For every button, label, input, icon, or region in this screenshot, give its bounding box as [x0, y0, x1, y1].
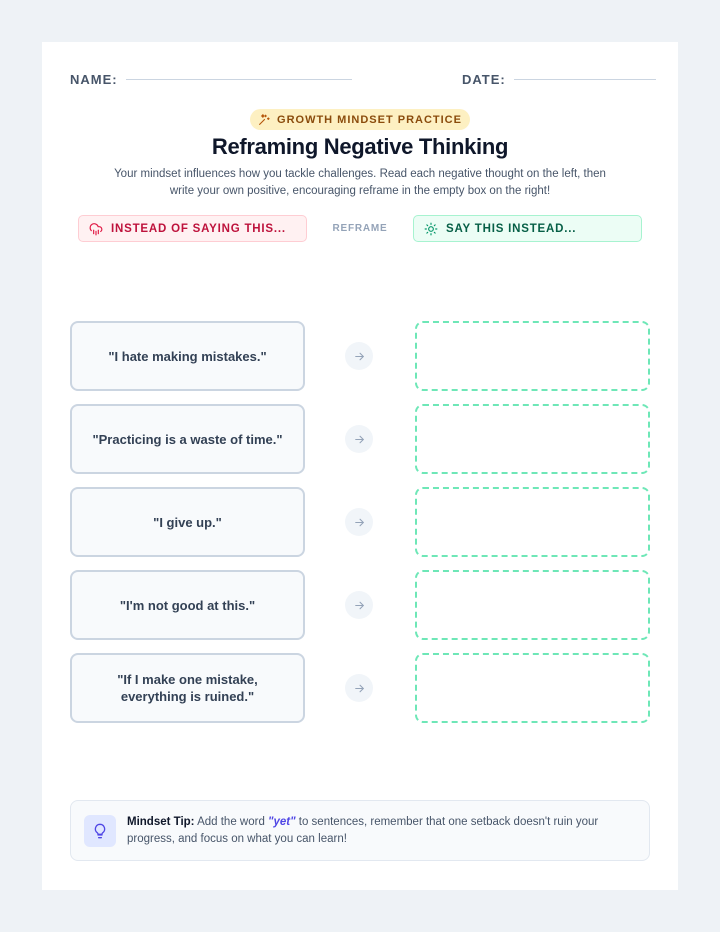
- name-label: NAME:: [70, 72, 118, 87]
- negative-thought: "I give up.": [70, 487, 305, 557]
- reframe-input-box[interactable]: [415, 487, 650, 557]
- negative-column-header: [78, 215, 307, 242]
- negative-thought: "I hate making mistakes.": [70, 321, 305, 391]
- positive-column-label: SAY THIS INSTEAD...: [446, 222, 577, 235]
- negative-thought: "I'm not good at this.": [70, 570, 305, 640]
- tip-text-before: Add the word: [194, 816, 269, 828]
- thought-pair: [70, 653, 650, 723]
- thought-pair: [70, 321, 650, 391]
- reframe-input-box[interactable]: [415, 570, 650, 640]
- date-label: DATE:: [462, 72, 506, 87]
- negative-thought: "Practicing is a waste of time.": [70, 404, 305, 474]
- date-line[interactable]: [514, 79, 656, 80]
- page-title: Reframing Negative Thinking: [211, 134, 509, 159]
- reframe-column-header: REFRAME: [332, 223, 388, 234]
- arrow-right-icon: [345, 342, 373, 370]
- arrow-right-icon: [345, 508, 373, 536]
- reframe-input-box[interactable]: [415, 653, 650, 723]
- arrow-right-icon: [345, 425, 373, 453]
- sun-icon: [424, 222, 438, 236]
- negative-column-label: INSTEAD OF SAYING THIS...: [111, 222, 286, 235]
- tip-text: [127, 814, 627, 848]
- thought-pair: [70, 487, 650, 557]
- arrow-right-icon: [345, 674, 373, 702]
- thought-pair: [70, 570, 650, 640]
- worksheet-page: [42, 42, 678, 890]
- cloud-rain-icon: [89, 222, 103, 236]
- date-field: [462, 72, 656, 87]
- tip-label: Mindset Tip:: [127, 816, 195, 828]
- practice-badge: [250, 109, 470, 130]
- sparkles-icon: [258, 113, 271, 126]
- page-subtitle: Your mindset influences how you tackle challenges. Read each negative thought on the left, then write your own positive, encouraging reframe in the empty box on the right!: [114, 168, 606, 197]
- reframe-input-box[interactable]: [415, 321, 650, 391]
- badge-label: GROWTH MINDSET PRACTICE: [277, 113, 462, 126]
- negative-thought: "If I make one mistake, everything is ruined.": [70, 653, 305, 723]
- tip-highlight: "yet": [268, 816, 296, 828]
- reframe-input-box[interactable]: [415, 404, 650, 474]
- mindset-tip: [70, 800, 650, 861]
- thought-pair: [70, 404, 650, 474]
- tip-text-after: to sentences, remember that one setback doesn't ruin your progress, and focus on what you can learn!: [127, 816, 599, 845]
- positive-column-header: [413, 215, 642, 242]
- lightbulb-icon: [84, 815, 116, 847]
- name-line[interactable]: [126, 79, 352, 80]
- arrow-right-icon: [345, 591, 373, 619]
- name-field: [70, 72, 352, 87]
